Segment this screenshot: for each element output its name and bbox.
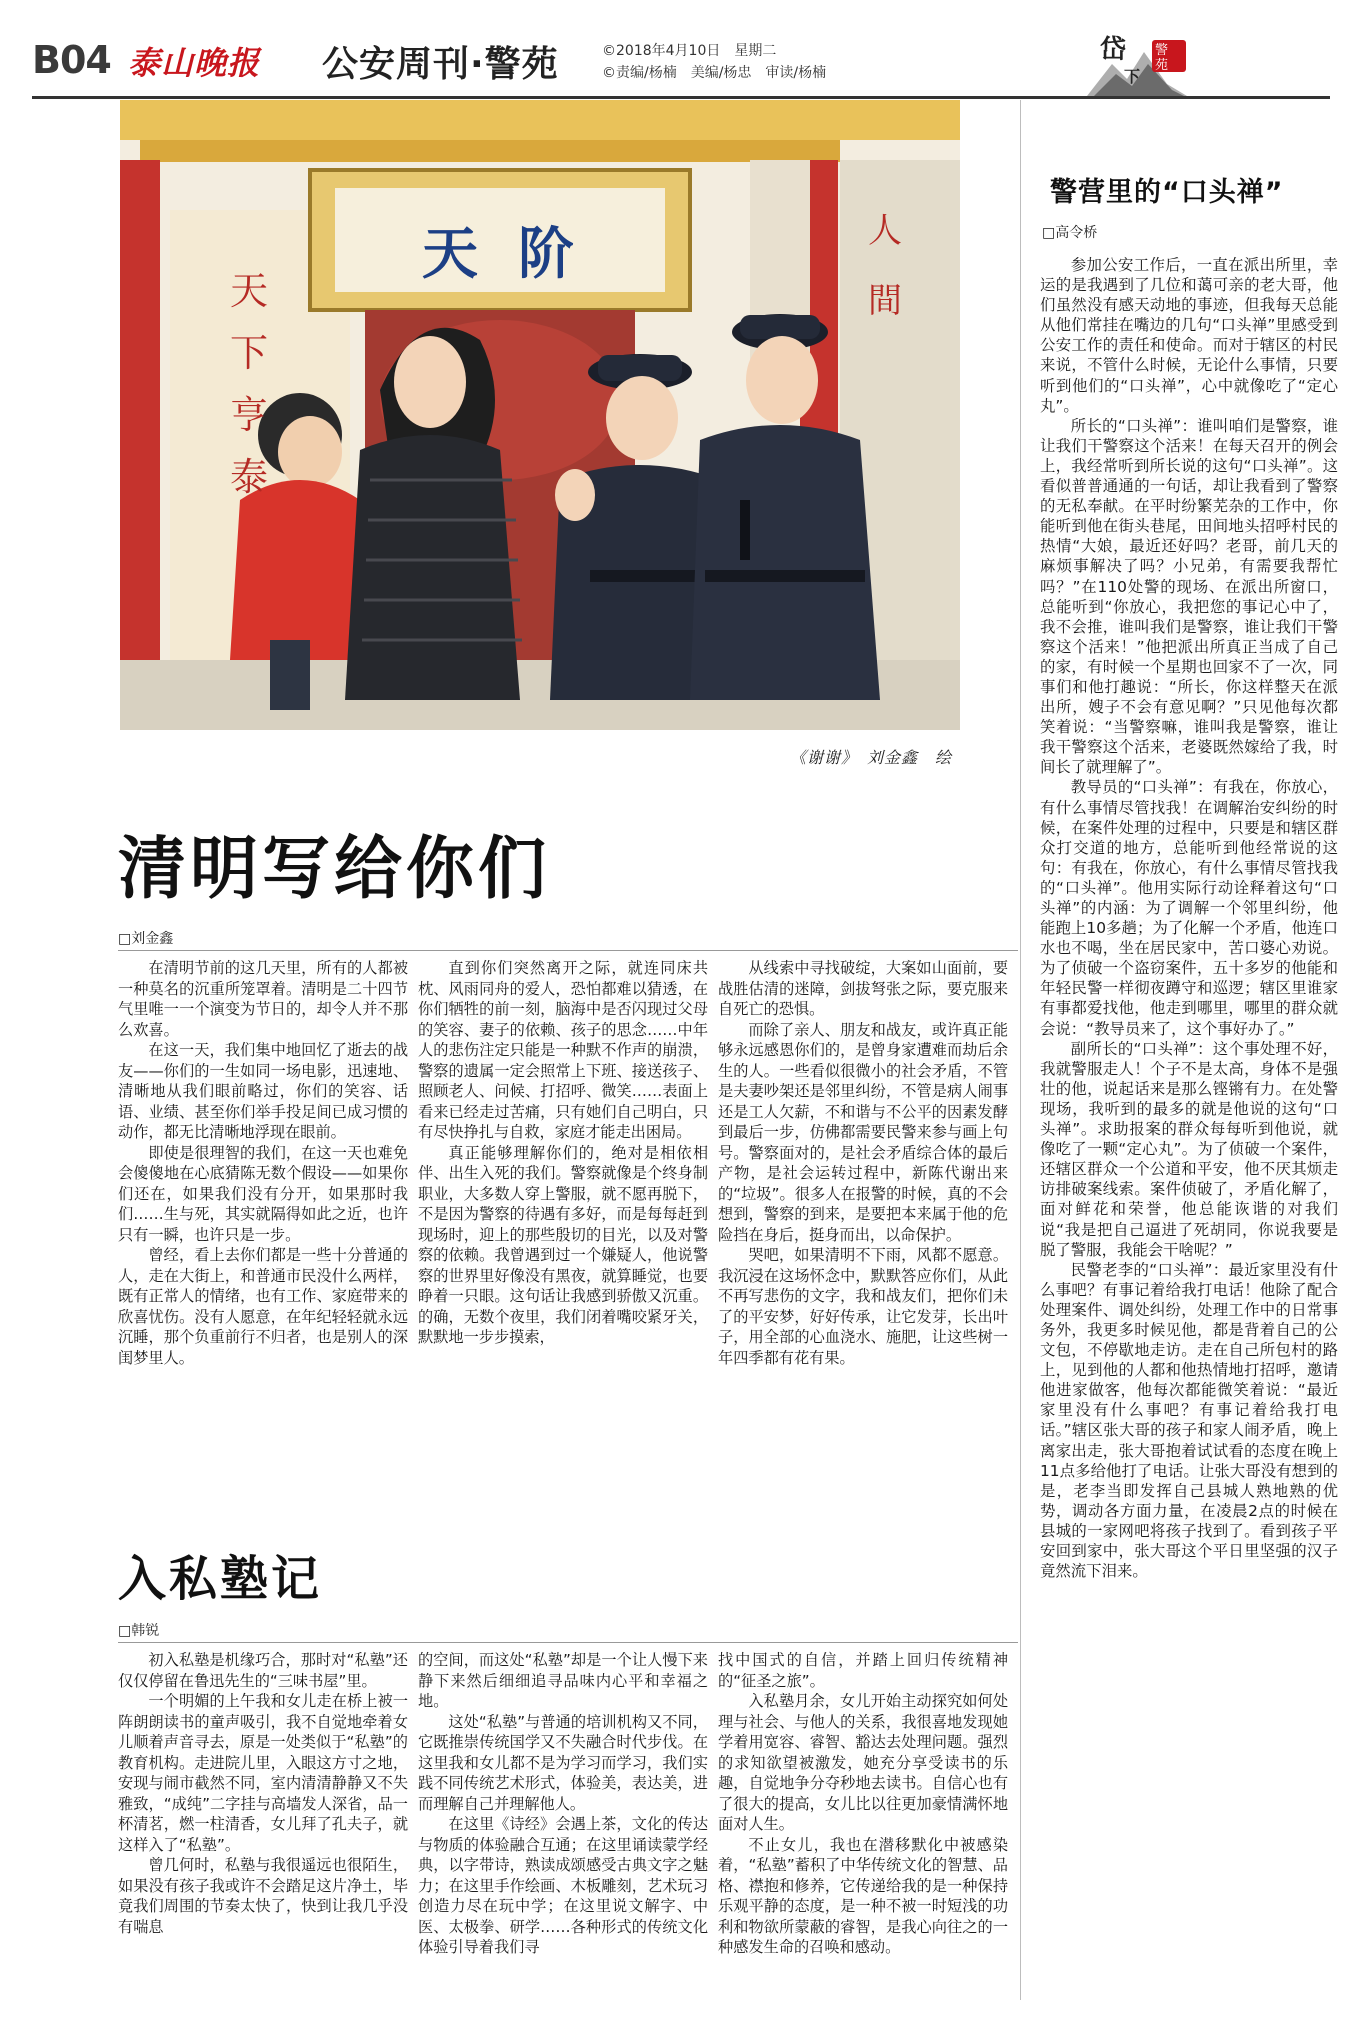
- byline-rule: [118, 950, 1018, 951]
- article2-column-2: 的空间，而这处“私塾”却是一个让人慢下来静下来然后细细追寻品味内心平和幸福之地。 这处“私塾”与普通的培训机构又不同，它既推崇传统国学又不失融合时代步伐。在这里我和女儿都不是为学习而学习，我们实践不同传统艺术形式，体验美，表达美，进而理解自己并理解他人。 在这里《诗经》会遇上茶，文化的传达与物质的体验融合互通；在这里诵读蒙学经典，以字带诗，熟读成颂感受古典文字之魅力；在这里手作绘画、木板雕刻，艺术玩习创造力尽在玩中学；在这里说文解字、中医、太极拳、研学……各种形式的传统文化体验引导着我们寻: [418, 1651, 708, 1956]
- illustration-caption: 《谢谢》 刘金鑫 绘: [790, 748, 953, 767]
- article-headline-2: 入私塾记: [118, 1551, 323, 1607]
- gate-banner: 天阶: [422, 221, 614, 287]
- page-number: B04: [32, 38, 111, 82]
- right-couplet: 人間: [868, 211, 902, 321]
- article-byline-2: □韩锐: [118, 1623, 160, 1639]
- article1-column-2: 直到你们突然离开之际，就连同床共枕、风雨同舟的爱人，恐怕都难以猜透，在你们牺牲的前一刻，脑海中是否闪现过父母的笑容、妻子的依赖、孩子的思念……中年人的悲伤注定只能是一种默不作声的崩溃，警察的遗属一定会照常上下班、接送孩子、照顾老人、问候、打招呼、微笑……表面上看来已经走过苦痛，只有她们自己明白，只有尽快挣扎与自救，家庭才能走出困局。 真正能够理解你们的，绝对是相依相伴、出生入死的我们。警察就像是个终身制职业，大多数人穿上警服，就不愿再脱下，不是因为警察的待遇有多好，而是每每赶到现场时，迎上的那些殷切的目光，以及对警察的依赖。我曾遇到过一个嫌疑人，他说警察的世界里好像没有黑夜，就算睡觉，也要睁着一只眼。这句话让我感到骄傲又沉重。的确，无数个夜里，我们闭着嘴咬紧牙关，默默地一步步摸索，: [418, 959, 708, 1346]
- issue-date: ©2018年4月10日 星期二: [602, 43, 777, 59]
- article-headline: 清明写给你们: [118, 830, 551, 909]
- editor-credits: ©责编/杨楠 美编/杨忠 审读/杨楠: [602, 65, 827, 81]
- column-divider: [1020, 100, 1021, 2000]
- svg-text:警: 警: [1155, 43, 1169, 58]
- issue-info: [602, 40, 826, 84]
- left-couplet: 天下亨泰: [230, 269, 269, 499]
- side-article-headline: 警营里的“口头禅”: [1050, 177, 1284, 208]
- byline-rule-2: [118, 1642, 1018, 1643]
- svg-text:岱: 岱: [1100, 35, 1127, 65]
- section-emblem-icon: [1082, 24, 1192, 104]
- section-title: 公安周刊·警苑: [322, 44, 559, 85]
- article1-column-3: 从线索中寻找破绽，大案如山面前，要战胜估清的迷障，剑拔弩张之际，要克服来自死亡的恐惧。 而除了亲人、朋友和战友，或许真正能够永远感恩你们的，是曾身家遭难而劫后余生的人。一些看似很微小的社会矛盾，不管是夫妻吵架还是邻里纠纷，不管是病人闹事还是工人欠薪，不和谐与不公平的因素发酵到最后一步，仿佛都需要民警来参与画上句号。警察面对的，是社会矛盾综合体的最后产物，是社会运转过程中，新陈代谢出来的“垃圾”。很多人在报警的时候，真的不会想到，警察的到来，是要把本来属于他的危险挡在身后，挺身而出，以命保护。 哭吧，如果清明不下雨，风都不愿意。我沉浸在这场怀念中，默默答应你们，从此不再写悲伤的文字，我和战友们，把你们未了的平安梦，好好传承，让它发芽，长出叶子，用全部的心血浇水、施肥，让这些树一年四季都有花有果。: [718, 959, 1008, 1367]
- side-article-byline: □高令桥: [1042, 225, 1098, 241]
- article2-column-3: 找中国式的自信，并踏上回归传统精神的“征圣之旅”。 入私塾月余，女儿开始主动探究如何处理与社会、与他人的关系，我很喜地发现她学着用宽容、睿智、豁达去处理问题。强烈的求知欲望被激发，她充分享受读书的乐趣，自觉地争分夺秒地去读书。自信心也有了很大的提高，女儿比以往更加豪情满怀地面对人生。 不止女儿，我也在潜移默化中被感染着，“私塾”蓄积了中华传统文化的智慧、品格、襟抱和修养，它传递给我的是一种保持乐观平静的态度，是一种不被一时短浅的功利和物欲所蒙蔽的睿智，是我心向往之的一种感发生命的召唤和感动。: [718, 1651, 1008, 1956]
- article1-column-1: 在清明节前的这几天里，所有的人都被一种莫名的沉重所笼罩着。清明是二十四节气里唯一一个演变为节日的，却令人并不那么欢喜。 在这一天，我们集中地回忆了逝去的战友——你们的一生如同一场电影，迅速地、清晰地从我们眼前略过，你们的笑容、话语、业绩、甚至你们举手投足间已成习惯的动作，都无比清晰地浮现在眼前。 即使是很理智的我们，在这一天也难免会傻傻地在心底猜陈无数个假设——如果你们还在，如果我们没有分开，如果那时我们……生与死，其实就隔得如此之近，也许只有一瞬，也许只是一步。 曾经，看上去你们都是一些十分普通的人，走在大街上，和普通市民没什么两样，既有正常人的情绪，也有工作、家庭带来的欣喜忧伤。没有人愿意，在年纪轻轻就永远沉睡，那个负重前行不归者，也是别人的深闺梦里人。: [118, 959, 408, 1367]
- masthead-rule: [32, 96, 1330, 99]
- article-byline: □刘金鑫: [118, 931, 174, 947]
- side-article-body: 参加公安工作后，一直在派出所里，幸运的是我遇到了几位和蔼可亲的老大哥，他们虽然没有感天动地的事迹，但我每天总能从他们常挂在嘴边的几句“口头禅”里感受到公安工作的责任和使命。而对于辖区的村民来说，不管什么时候，无论什么事情，只要听到他们的“口头禅”，心中就像吃了“定心丸”。 所长的“口头禅”：谁叫咱们是警察，谁让我们干警察这个活来！在每天召开的例会上，我经常听到所长说的这句“口头禅”。这看似普普通通的一句话，却让我看到了警察的无私奉献。在平时纷繁芜杂的工作中，你能听到他在街头巷尾，田间地头招呼村民的热情“大娘，最近还好吗？老哥，前几天的麻烦事解决了吗？小兄弟，有需要我帮忙吗？”在110处警的现场、在派出所窗口，总能听到“你放心，我把您的事记心中了，我不会推，谁叫我们是警察，谁让我们干警察这个活来！”他把派出所真正当成了自己的家，有时候一个星期也回家不了一次，同事们和他打趣说：“所长，你这样整天在派出所，嫂子不会有意见啊？”只见他每次都笑着说：“当警察嘛，谁叫我是警察，谁让我干警察这个活来，老婆既然嫁给了我，时间长了就理解了”。 教导员的“口头禅”：有我在，你放心，有什么事情尽管找我！在调解治安纠纷的时候，在案件处理的过程中，只要是和辖区群众打交道的地方，总能听到他经常说的这句：有我在，你放心，有什么事情尽管找我的“口头禅”。他用实际行动诠释着这句“口头禅”的内涵：为了调解一个邻里纠纷，他能跑上10多趟；为了化解一个矛盾，他连口水也不喝，坐在居民家中，苦口婆心劝说。为了侦破一个盗窃案件，五十多岁的他能和年轻民警一样彻夜蹲守和巡逻；辖区里谁家有事都爱找他，他走到哪里，哪里的群众就会说：“教导员来了，这个事好办了。” 副所长的“口头禅”：这个事处理不好，我就警服走人！个子不是太高，身体不是强壮的他，说起话来是那么铿锵有力。在处警现场，我听到的最多的就是他说的这句“口头禅”。求助报案的群众每每听到他说，就像吃了一颗“定心丸”。为了侦破一个案件，还辖区群众一个公道和平安，他不厌其烦走访排破案线索。案件侦破了，矛盾化解了，面对鲜花和荣誉，他总能诙谐的对我们说“我是把自己逼进了死胡同，你说我要是脱了警服，我能会干啥呢？” 民警老李的“口头禅”：最近家里没有什么事吧？有事记着给我打电话！他除了配合处理案件、调处纠纷，处理工作中的日常事务外，我更多时候见他，都是背着自己的公文包，不停歇地走访。走在自己所包村的路上，见到他的人都和他热情地打招呼，邀请他进家做客，他每次都能微笑着说：“最近家里没有什么事吧？有事记着给我打电话。”辖区张大哥的孩子和家人闹矛盾，晚上离家出走，张大哥抱着试试看的态度在晚上11点多给他打了电话。让张大哥没有想到的是，老李当即发挥自己县城人熟地熟的优势，调动各方面力量，在凌晨2点的时候在县城的一家网吧将孩子找到了。看到孩子平安回到家中，张大哥这个平日里坚强的汉子竟然流下泪来。: [1040, 256, 1338, 1581]
- newspaper-logo: 泰山晚报: [128, 44, 261, 82]
- svg-text:苑: 苑: [1155, 58, 1169, 73]
- masthead: [32, 30, 1332, 100]
- article2-column-1: 初入私塾是机缘巧合，那时对“私塾”还仅仅停留在鲁迅先生的“三味书屋”里。 一个明媚的上午我和女儿走在桥上被一阵朗朗读书的童声吸引，我不自觉地牵着女儿顺着声音寻去，原是一处类似于“私塾”的教育机构。走进院儿里，入眼这方寸之地，安现与闹市截然不同，室内清清静静又不失雅致，“成纯”二字挂与高墙发人深省，品一杯清茗，燃一柱清香，女儿拜了孔夫子，就这样入了“私塾”。 曾几何时，私塾与我很遥远也很陌生，如果没有孩子我或许不会踏足这片净土，毕竟我们周围的节奏太快了，快到让我几乎没有喘息: [118, 1651, 408, 1936]
- watercolor-illustration: [120, 100, 960, 730]
- svg-text:下: 下: [1124, 67, 1141, 86]
